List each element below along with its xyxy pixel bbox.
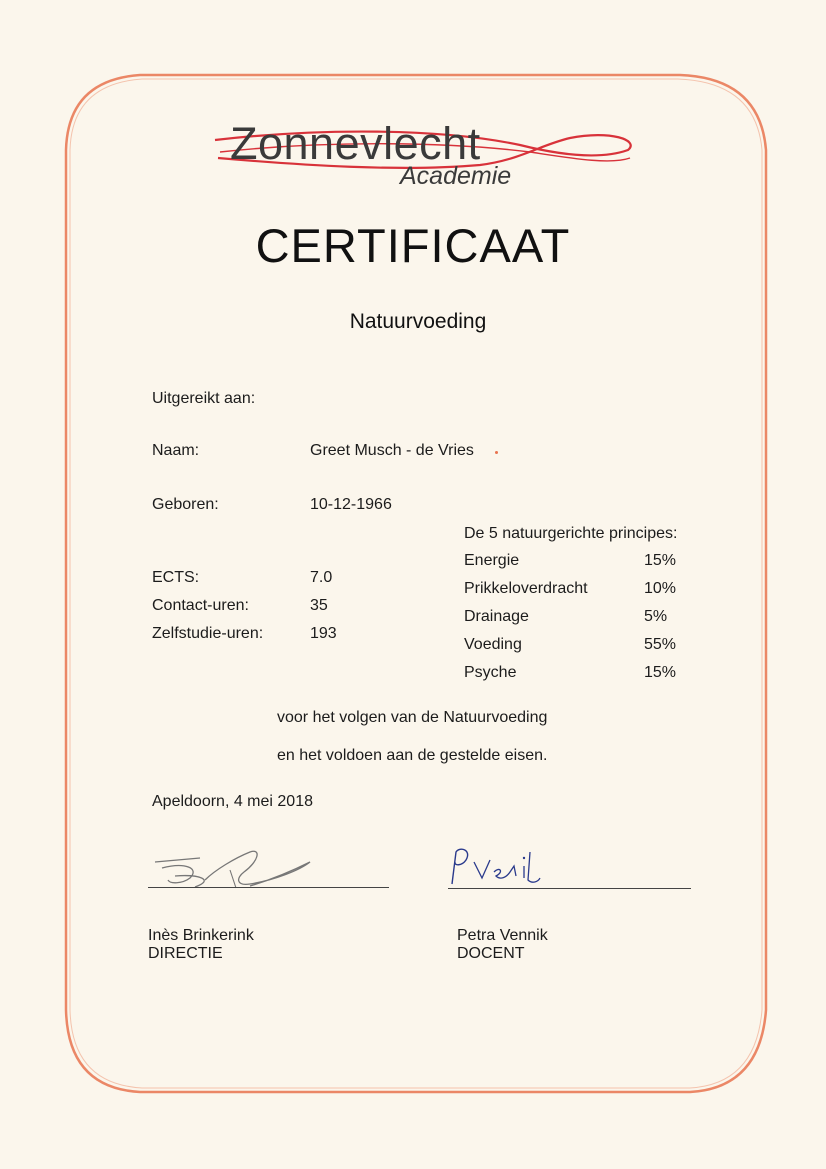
signatory-left-role: DIRECTIE	[148, 945, 223, 962]
issued-label: Uitgereikt aan:	[152, 390, 256, 407]
logo-subtitle: Academie	[400, 162, 512, 190]
principle-name: Energie	[464, 552, 520, 569]
principle-name: Prikkeloverdracht	[464, 580, 588, 597]
signatory-right-name: Petra Vennik	[457, 927, 548, 944]
contact-hours-label: Contact-uren:	[152, 597, 249, 614]
principle-name: Drainage	[464, 608, 529, 625]
statement-line-2: en het voldoen aan de gestelde eisen.	[277, 747, 548, 764]
principle-percentage: 15%	[644, 664, 677, 681]
born-value: 10-12-1966	[310, 496, 392, 513]
certificate-title: CERTIFICAAT	[255, 219, 571, 272]
place-date: Apeldoorn, 4 mei 2018	[152, 793, 313, 810]
principles-heading: De 5 natuurgerichte principes:	[464, 525, 678, 542]
born-label: Geboren:	[152, 496, 219, 513]
ects-label: ECTS:	[152, 569, 200, 586]
certificate-subtitle: Natuurvoeding	[349, 310, 487, 333]
statement-line-1: voor het volgen van de Natuurvoeding	[277, 709, 548, 726]
principle-percentage: 15%	[644, 552, 677, 569]
selfstudy-hours-label: Zelfstudie-uren:	[152, 625, 264, 642]
principle-percentage: 10%	[644, 580, 677, 597]
name-label: Naam:	[152, 442, 200, 459]
principle-name: Psyche	[464, 664, 517, 681]
principle-name: Voeding	[464, 636, 522, 653]
logo-wordmark: Zonnevlecht	[230, 118, 481, 169]
contact-hours-value: 35	[310, 597, 328, 614]
signatory-left-name: Inès Brinkerink	[148, 927, 254, 944]
ects-value: 7.0	[310, 569, 333, 586]
signature-line-right	[448, 888, 691, 889]
signatory-right-role: DOCENT	[457, 945, 525, 962]
principle-percentage: 55%	[644, 636, 677, 653]
selfstudy-hours-value: 193	[310, 625, 337, 642]
principle-percentage: 5%	[644, 608, 668, 625]
name-value: Greet Musch - de Vries	[310, 442, 474, 459]
